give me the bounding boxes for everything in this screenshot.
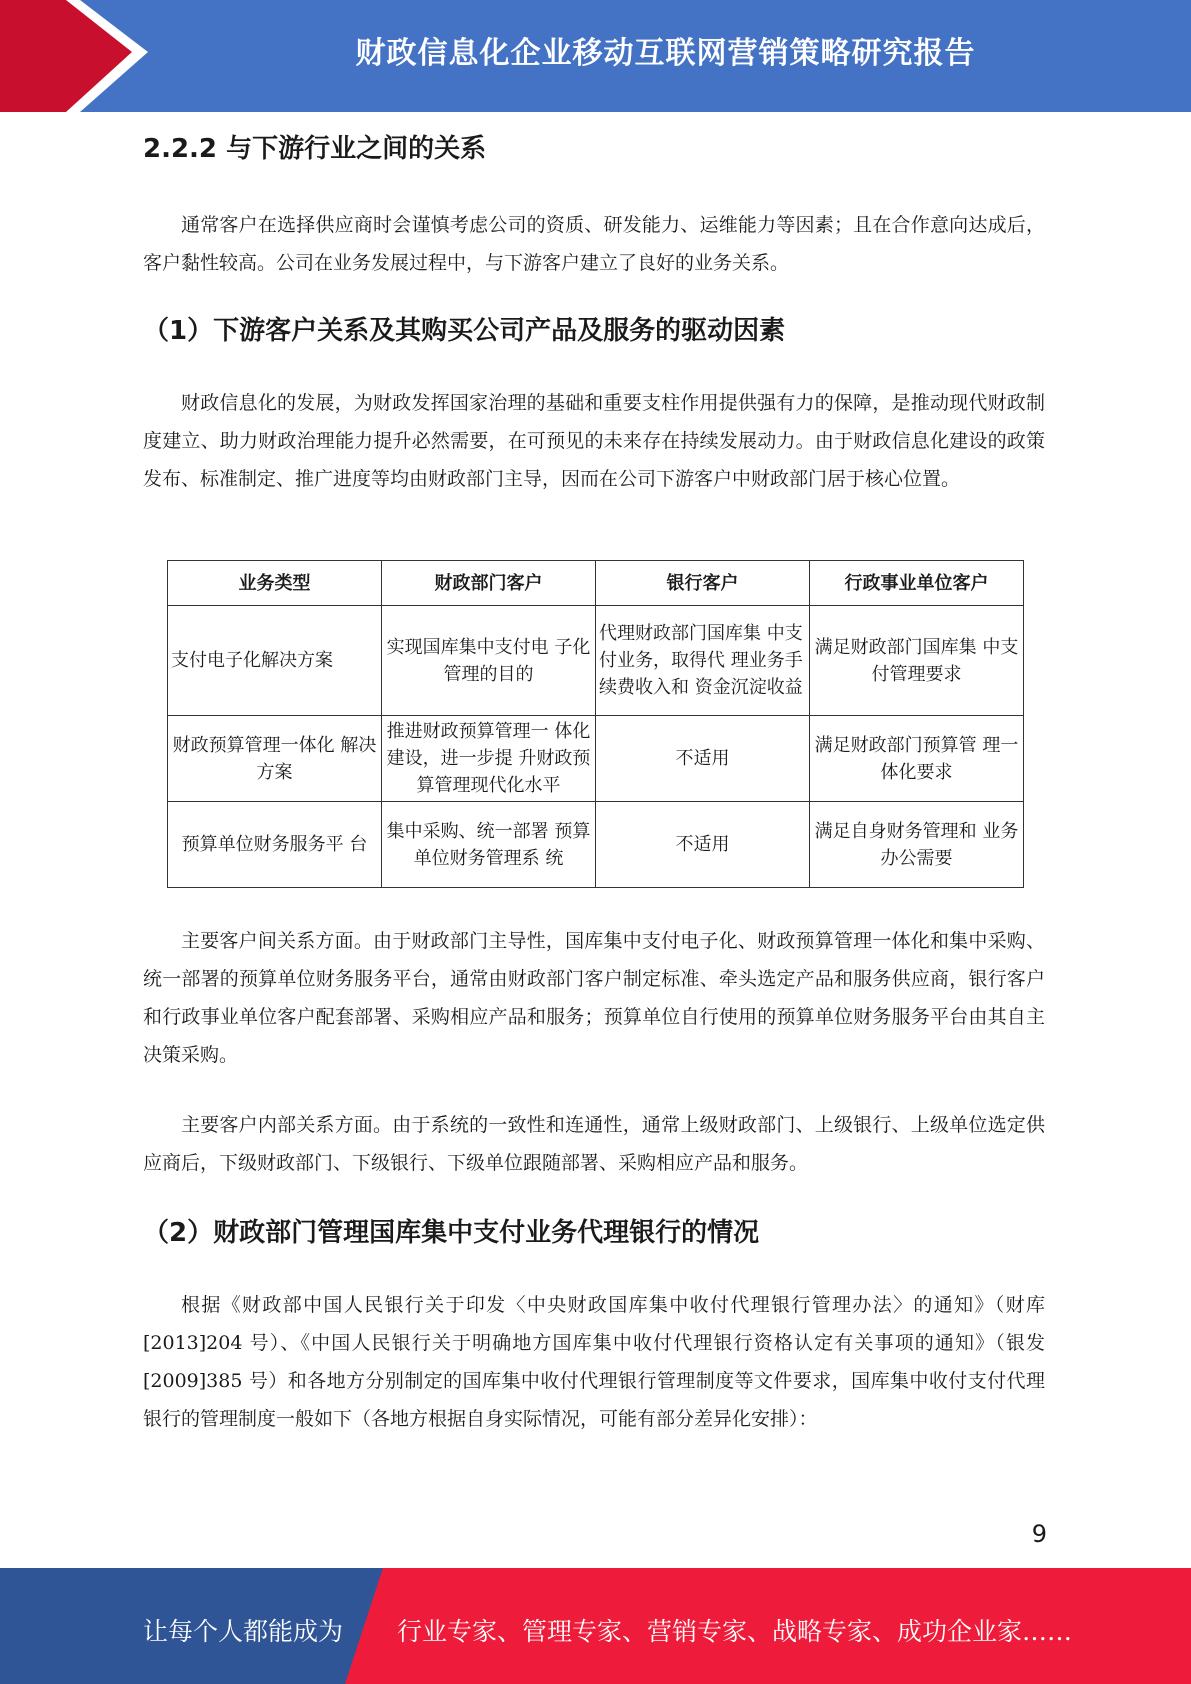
table-header-cell: 财政部门客户	[382, 561, 596, 606]
relations-between-paragraph: 主要客户间关系方面。由于财政部门主导性，国库集中支付电子化、财政预算管理一体化和集中采购、统一部署的预算单位财务服务平台，通常由财政部门客户制定标准、牵头选定产品和服务供应商，银行客户和行政事业单位客户配套部署、采购相应产品和服务；预算单位自行使用的预算单位财务服务平台由其自主决策采购。	[143, 930, 1045, 1066]
footer-slogan-right: 行业专家、管理专家、营销专家、战略专家、成功企业家……	[397, 1617, 1073, 1646]
table-row	[168, 802, 1024, 888]
table-header-cell: 银行客户	[596, 561, 810, 606]
subsection-heading-2: （2）财政部门管理国库集中支付业务代理银行的情况	[143, 1218, 760, 1248]
table-cell: 财政预算管理一体化 解决方案	[168, 716, 382, 802]
table-cell: 支付电子化解决方案	[168, 606, 382, 716]
relations-internal-paragraph: 主要客户内部关系方面。由于系统的一致性和连通性，通常上级财政部门、上级银行、上级单位选定供应商后，下级财政部门、下级银行、下级单位跟随部署、采购相应产品和服务。	[143, 1114, 1045, 1174]
footer-slogan-left: 让每个人都能成为	[143, 1617, 344, 1646]
subsection-heading-1: （1）下游客户关系及其购买公司产品及服务的驱动因素	[143, 316, 786, 346]
header-bar	[0, 0, 1191, 112]
table-header-cell: 行政事业单位客户	[810, 561, 1024, 606]
table-cell: 实现国库集中支付电 子化管理的目的	[382, 606, 596, 716]
intro-paragraph: 通常客户在选择供应商时会谨慎考虑公司的资质、研发能力、运维能力等因素；且在合作意向达成后，客户黏性较高。公司在业务发展过程中，与下游客户建立了良好的业务关系。	[143, 214, 1045, 274]
header-arrow-graphic	[0, 0, 160, 112]
customer-table	[167, 560, 1024, 888]
table-cell: 集中采购、统一部署 预算单位财务管理系 统	[382, 802, 596, 888]
table-cell: 预算单位财务服务平 台	[168, 802, 382, 888]
table-cell: 满足财政部门国库集 中支付管理要求	[810, 606, 1024, 716]
page-number: 9	[1031, 1520, 1047, 1548]
section-heading: 2.2.2 与下游行业之间的关系	[143, 134, 487, 164]
table-cell: 不适用	[596, 802, 810, 888]
table-cell: 满足财政部门预算管 理一体化要求	[810, 716, 1024, 802]
table-cell: 代理财政部门国库集 中支付业务，取得代 理业务手续费收入和 资金沉淀收益	[596, 606, 810, 716]
table-cell: 满足自身财务管理和 业务办公需要	[810, 802, 1024, 888]
subsection-1-paragraph: 财政信息化的发展，为财政发挥国家治理的基础和重要支柱作用提供强有力的保障，是推动现代财政制度建立、助力财政治理能力提升必然需要，在可预见的未来存在持续发展动力。由于财政信息化建设的政策发布、标准制定、推广进度等均由财政部门主导，因而在公司下游客户中财政部门居于核心位置。	[143, 392, 1045, 490]
report-title: 财政信息化企业移动互联网营销策略研究报告	[355, 36, 976, 71]
table-header-row	[168, 561, 1024, 606]
table-header-cell: 业务类型	[168, 561, 382, 606]
table-cell: 推进财政预算管理一 体化建设，进一步提 升财政预算管理现代化水平	[382, 716, 596, 802]
table-row	[168, 716, 1024, 802]
table-row	[168, 606, 1024, 716]
subsection-2-paragraph: 根据《财政部中国人民银行关于印发〈中央财政国库集中收付代理银行管理办法〉的通知》（财库[2013]204 号）、《中国人民银行关于明确地方国库集中收付代理银行资格认定有关事项的通知》（银发[2009]385 号）和各地方分别制定的国库集中收付代理银行管理制度等文件要求，国库集中收付支付代理银行的管理制度一般如下（各地方根据自身实际情况，可能有部分差异化安排）：	[143, 1294, 1045, 1430]
table-cell: 不适用	[596, 716, 810, 802]
